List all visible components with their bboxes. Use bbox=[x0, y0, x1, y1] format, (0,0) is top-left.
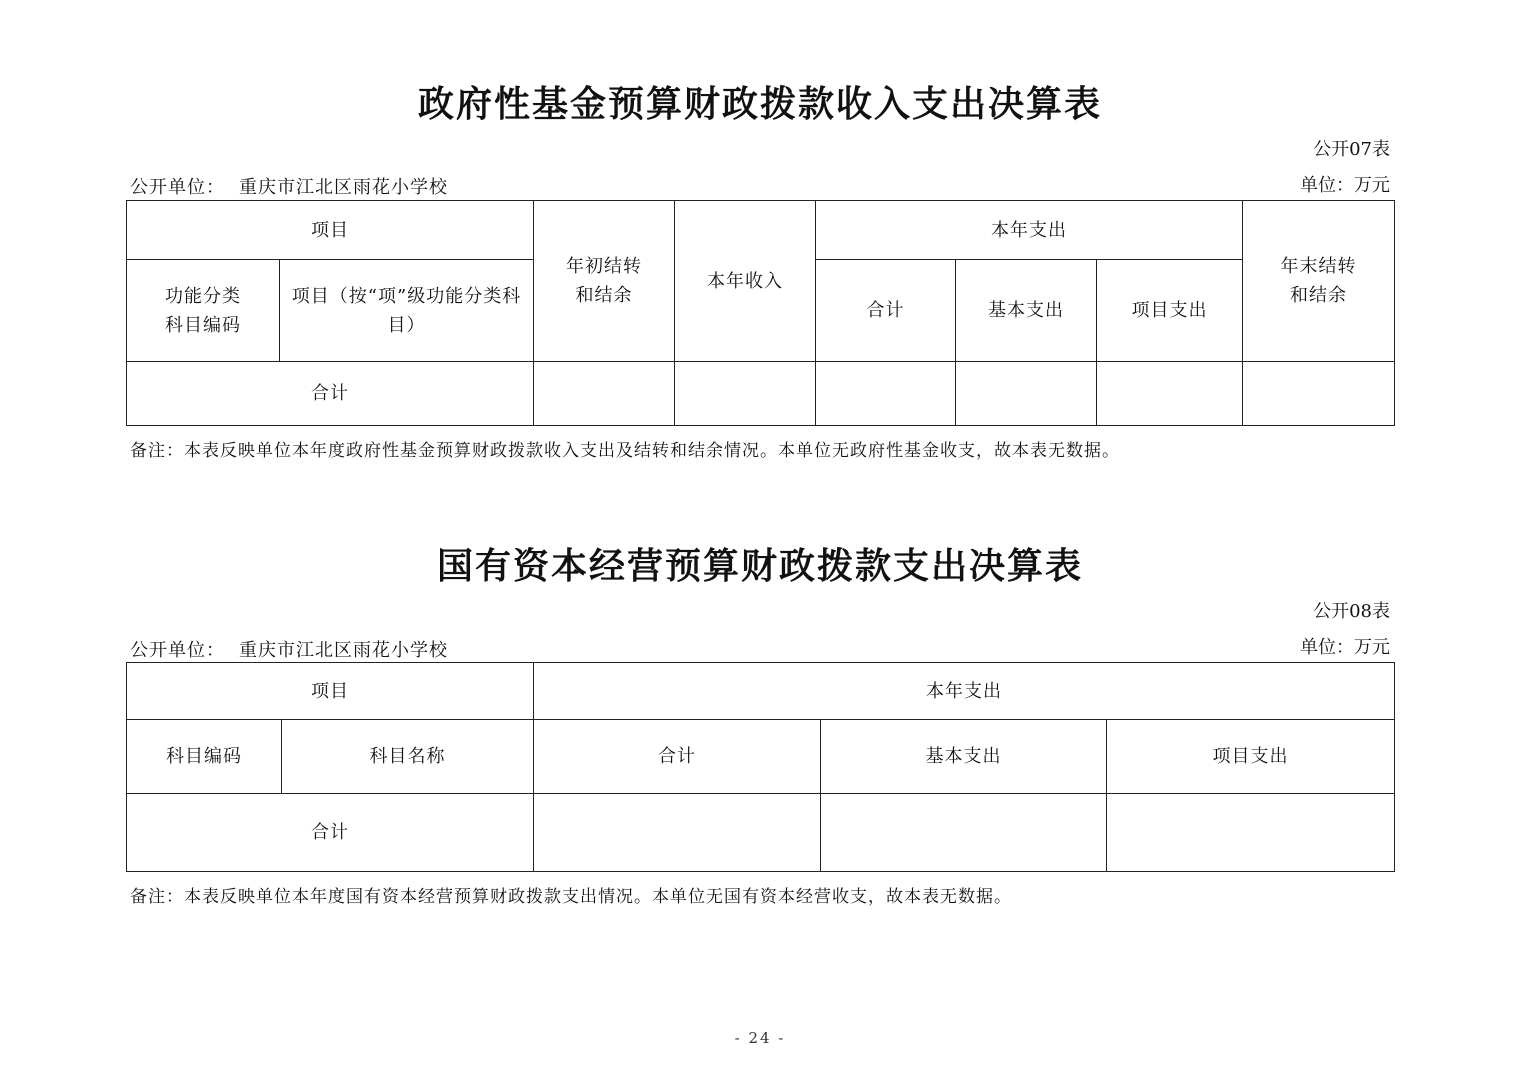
table1-header-project: 项目 bbox=[127, 201, 534, 260]
table1-header-func-code: 功能分类 科目编码 bbox=[127, 260, 280, 362]
table2-code: 公开08表 bbox=[1313, 601, 1390, 622]
table2-org bbox=[130, 636, 448, 662]
table2-header-subject-name: 科目名称 bbox=[282, 720, 534, 794]
table1-org bbox=[130, 173, 448, 199]
table2-note: 备注：本表反映单位本年度国有资本经营预算财政拨款支出情况。本单位无国有资本经营收支，故本表无数据。 bbox=[130, 887, 1012, 907]
table1-code: 公开07表 bbox=[1313, 139, 1390, 160]
table1-unit: 单位：万元 bbox=[1300, 175, 1390, 196]
table1-header-income: 本年收入 bbox=[675, 201, 816, 362]
table1-cell-project-exp bbox=[1097, 362, 1243, 426]
table2-cell-total bbox=[534, 794, 821, 872]
table2-header-total: 合计 bbox=[534, 720, 821, 794]
table1-cell-total bbox=[816, 362, 956, 426]
table1-header-end-balance: 年末结转 和结余 bbox=[1243, 201, 1395, 362]
table2-header-basic: 基本支出 bbox=[821, 720, 1107, 794]
table1-note: 备注：本表反映单位本年度政府性基金预算财政拨款收入支出及结转和结余情况。本单位无政府性基金收支，故本表无数据。 bbox=[130, 441, 1120, 461]
table2-cell-basic bbox=[821, 794, 1107, 872]
page-number: - 24 - bbox=[734, 1029, 786, 1047]
table2-org-name: 重庆市江北区雨花小学校 bbox=[239, 640, 448, 661]
table1-cell-begin-balance bbox=[534, 362, 675, 426]
table1-header-project-exp: 项目支出 bbox=[1097, 260, 1243, 362]
table1-total-row bbox=[127, 362, 1395, 426]
table2-title: 国有资本经营预算财政拨款支出决算表 bbox=[436, 545, 1083, 587]
table1-header-total: 合计 bbox=[816, 260, 956, 362]
table2-header-project: 项目 bbox=[127, 663, 534, 720]
table1-header-basic: 基本支出 bbox=[956, 260, 1097, 362]
table2-total-label: 合计 bbox=[127, 794, 534, 872]
table2-header-subject-code: 科目编码 bbox=[127, 720, 282, 794]
table2-unit: 单位：万元 bbox=[1300, 637, 1390, 658]
table2-header-project-exp: 项目支出 bbox=[1107, 720, 1395, 794]
table1-total-label: 合计 bbox=[127, 362, 534, 426]
table2-cell-project-exp bbox=[1107, 794, 1395, 872]
table1-cell-end-balance bbox=[1243, 362, 1395, 426]
table1-header-project-name: 项目（按“项”级功能分类科目） bbox=[280, 260, 534, 362]
table1-org-label: 公开单位： bbox=[130, 177, 225, 198]
table1-cell-income bbox=[675, 362, 816, 426]
table1 bbox=[126, 200, 1395, 426]
table2 bbox=[126, 662, 1395, 872]
table2-total-row bbox=[127, 794, 1395, 872]
table2-org-label: 公开单位： bbox=[130, 640, 225, 661]
table1-cell-basic bbox=[956, 362, 1097, 426]
table1-header-begin-balance: 年初结转 和结余 bbox=[534, 201, 675, 362]
table1-org-name: 重庆市江北区雨花小学校 bbox=[239, 177, 448, 198]
table1-title: 政府性基金预算财政拨款收入支出决算表 bbox=[417, 83, 1102, 125]
table2-header-expense: 本年支出 bbox=[534, 663, 1395, 720]
table1-header-expense: 本年支出 bbox=[816, 201, 1243, 260]
